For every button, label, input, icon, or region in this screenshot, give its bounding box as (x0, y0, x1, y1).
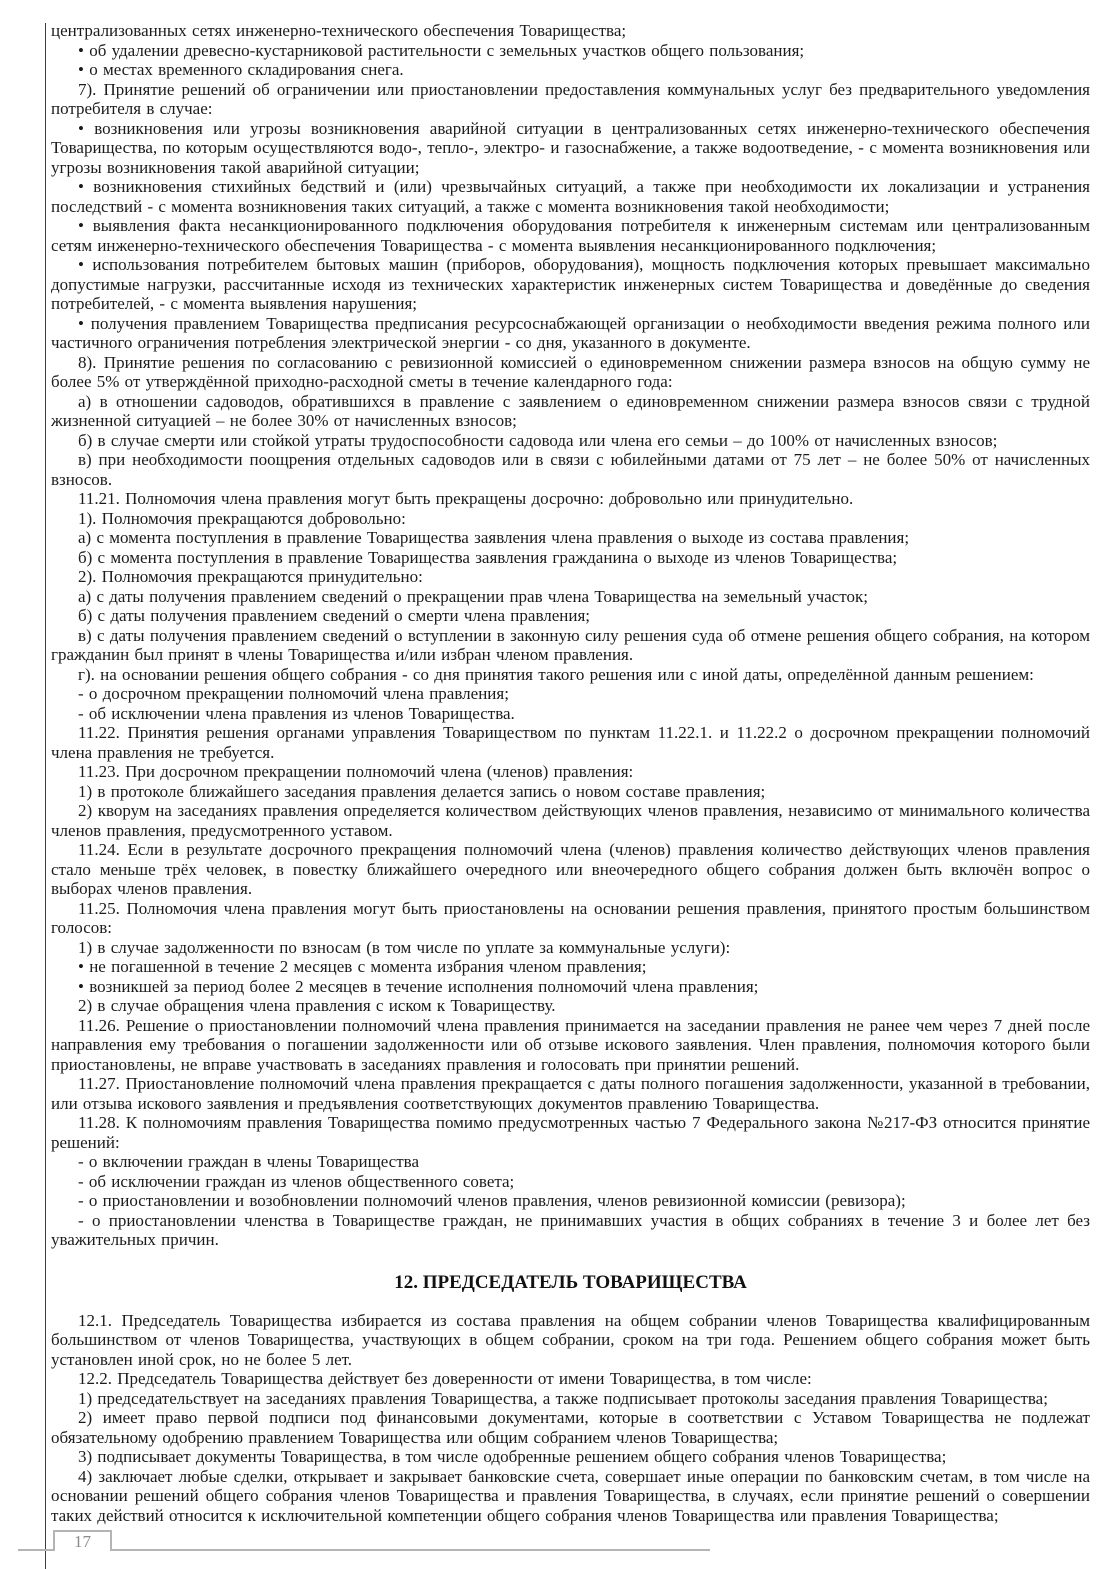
document-paragraph: б) с даты получения правлением сведений о смерти члена правления; (78, 606, 591, 625)
document-paragraph: 11.27. Приостановление полномочий члена правления прекращается с даты полного погашения задолженности, указанной в требовании, или отзыва искового заявления и предъявления соответствующих документов правлению Товарищества. (51, 1074, 1090, 1113)
document-paragraph: • получения правлением Товарищества предписания ресурсоснабжающей организации о необходимости введения режима полного или частичного ограничения потребления электрической энергии - со дня, указанного в документе. (51, 313, 1090, 352)
document-paragraph: • возникновения стихийных бедствий и (или) чрезвычайных ситуаций, а также при необходимости их локализации и устранения последствий - с момента возникновения таких ситуаций, а также с момента возникновения такой необходимости; (51, 177, 1090, 216)
document-paragraph: 2) кворум на заседаниях правления определяется количеством действующих членов правления, независимо от минимального количества членов правления, предусмотренного уставом. (51, 801, 1090, 840)
document-paragraph: - о включении граждан в члены Товарищества (78, 1152, 419, 1171)
document-paragraph: 11.25. Полномочия члена правления могут быть приостановлены на основании решения правления, принятого простым большинством голосов: (51, 898, 1090, 937)
document-paragraph: • возникшей за период более 2 месяцев в течение исполнения полномочий члена правления; (78, 976, 759, 996)
document-paragraph: б) с момента поступления в правление Товарищества заявления гражданина о выходе из членов Товарищества; (78, 547, 898, 567)
document-paragraph: 11.26. Решение о приостановлении полномочий члена правления принимается на заседании правления не ранее чем через 7 дней после направления ему требования о погашении задолженности или об отзыве искового заявления. Член правления, полномочия которого были приостановлены, не вправе участвовать в заседаниях правления и голосовать при принятии решений. (51, 1015, 1090, 1074)
document-paragraph: а) с момента поступления в правление Товарищества заявления члена правления о выходе из состава правления; (78, 528, 910, 547)
document-page (51, 21, 1090, 1525)
page-left-border (45, 23, 46, 1569)
document-paragraph: • не погашенной в течение 2 месяцев с момента избрания членом правления; (78, 957, 647, 976)
document-paragraph: 11.23. При досрочном прекращении полномочий члена (членов) правления: (78, 762, 634, 781)
document-paragraph: в) при необходимости поощрения отдельных садоводов или в связи с юбилейными датами от 75 лет – не более 50% от начисленных взносов. (51, 450, 1090, 489)
document-paragraph: г). на основании решения общего собрания - со дня принятия такого решения или с иной даты, определённой данным решением: (78, 664, 1034, 684)
section-heading: 12. ПРЕДСЕДАТЕЛЬ ТОВАРИЩЕСТВА (394, 1271, 747, 1293)
document-paragraph: 4) заключает любые сделки, открывает и закрывает банковские счета, совершает иные операции по банковским счетам, в том числе на основании решений общего собрания членов Товарищества и правления Товарищества, в случаях, если принятие решений о совершении таких действий относится к исключительной компетенции общего собрания членов Товарищества или правления Товарищества; (51, 1466, 1090, 1525)
document-paragraph: • использования потребителем бытовых машин (приборов, оборудования), мощность подключения которых превышает максимально допустимые нагрузки, рассчитанные исходя из технических характеристик инженерных систем Товарищества и доведённые до сведения потребителей, - с момента выявления нарушения; (51, 255, 1090, 313)
page-number-tab (53, 1530, 112, 1551)
footer-rule-right (110, 1549, 710, 1551)
document-paragraph: в) с даты получения правлением сведений о вступлении в законную силу решения суда об отмене решения общего собрания, на котором гражданин был принят в члены Товарищества и/или избран членом правления. (51, 625, 1090, 664)
document-paragraph: 12.1. Председатель Товарищества избирается из состава правления на общем собрании членов Товарищества квалифицированным большинством от членов Товарищества, участвующих в общем собрании, сроком на три года. Решением общего собрания может быть установлен иной срок, но не более 5 лет. (51, 1310, 1090, 1369)
document-paragraph: 2). Полномочия прекращаются принудительно: (78, 567, 423, 586)
document-paragraph: - о досрочном прекращении полномочий члена правления; (78, 684, 509, 703)
document-paragraph: • возникновения или угрозы возникновения аварийной ситуации в централизованных сетях инженерно-технического обеспечения Товарищества, по которым осуществляются водо-, тепло-, электро- и газоснабжение, а также водоотведение, - с момента возникновения или угрозы возникновения такой аварийной ситуации; (51, 118, 1090, 177)
document-paragraph: 11.22. Принятия решения органами управления Товариществом по пунктам 11.22.1. и 11.22.2 о досрочном прекращении полномочий члена правления не требуется. (51, 723, 1090, 762)
document-paragraph: 1) председательствует на заседаниях правления Товарищества, а также подписывает протоколы заседания правления Товарищества; (78, 1388, 1048, 1408)
document-paragraph: - об исключении члена правления из членов Товарищества. (78, 703, 515, 723)
document-paragraph: - о приостановлении членства в Товариществе граждан, не принимавших участия в общих собраниях в течение 3 и более лет без уважительных причин. (51, 1210, 1090, 1249)
document-paragraph: 3) подписывает документы Товарищества, в том числе одобренные решением общего собрания членов Товарищества; (78, 1447, 947, 1466)
page-number: 17 (74, 1532, 91, 1551)
document-paragraph: • о местах временного складирования снега. (78, 60, 404, 79)
document-paragraph: 7). Принятие решений об ограничении или приостановлении предоставления коммунальных услуг без предварительного уведомления потребителя в случае: (51, 79, 1090, 118)
document-paragraph: а) в отношении садоводов, обратившихся в правление с заявлением о единовременном снижении размера взносов связи с трудной жизненной ситуацией – не более 30% от начисленных взносов; (51, 391, 1090, 430)
document-paragraph: 11.28. К полномочиям правления Товарищества помимо предусмотренных частью 7 Федерального закона №217-ФЗ относится принятие решений: (51, 1113, 1090, 1152)
document-paragraph: 11.24. Если в результате досрочного прекращения полномочий члена (членов) правления количество действующих членов правления стало меньше трёх человек, в повестку ближайшего очередного или внеочередного общего собрания должен быть включён вопрос о выборах членов правления. (51, 840, 1090, 898)
document-paragraph: 1) в случае задолженности по взносам (в том числе по уплате за коммунальные услуги): (78, 937, 731, 957)
document-paragraph: 8). Принятие решения по согласованию с ревизионной комиссией о единовременном снижении размера взносов на общую сумму не более 5% от утверждённой приходно-расходной сметы в течение календарного года: (51, 352, 1090, 391)
document-paragraph: 12.2. Председатель Товарищества действует без доверенности от имени Товарищества, в том числе: (78, 1369, 812, 1388)
document-paragraph: • об удалении древесно-кустарниковой растительности с земельных участков общего пользования; (78, 40, 805, 60)
document-paragraph: • выявления факта несанкционированного подключения оборудования потребителя к инженерным системам или централизованным сетям инженерно-технического обеспечения Товарищества - с момента выявления несанкционированного подключения; (51, 216, 1090, 255)
document-paragraph: а) с даты получения правлением сведений о прекращении прав члена Товарищества на земельный участок; (78, 586, 868, 606)
document-paragraph: - об исключении граждан из членов общественного совета; (78, 1171, 515, 1191)
document-paragraph: 2) в случае обращения члена правления с иском к Товариществу. (78, 996, 556, 1015)
document-paragraph: 11.21. Полномочия члена правления могут быть прекращены досрочно: добровольно или принудительно. (78, 489, 854, 508)
document-paragraph: 2) имеет право первой подписи под финансовыми документами, которые в соответствии с Уставом Товарищества не подлежат обязательному одобрению правлением Товарищества или общим собранием членов Товарищества; (51, 1408, 1090, 1447)
document-paragraph: б) в случае смерти или стойкой утраты трудоспособности садовода или члена его семьи – до 100% от начисленных взносов; (78, 430, 998, 450)
document-paragraph: 1). Полномочия прекращаются добровольно: (78, 508, 406, 528)
footer-rule-left (18, 1549, 53, 1551)
document-paragraph: 1) в протоколе ближайшего заседания правления делается запись о новом составе правления; (78, 781, 766, 801)
document-paragraph: - о приостановлении и возобновлении полномочий членов правления, членов ревизионной комиссии (ревизора); (78, 1191, 906, 1210)
document-paragraph: централизованных сетях инженерно-технического обеспечения Товарищества; (51, 21, 627, 40)
